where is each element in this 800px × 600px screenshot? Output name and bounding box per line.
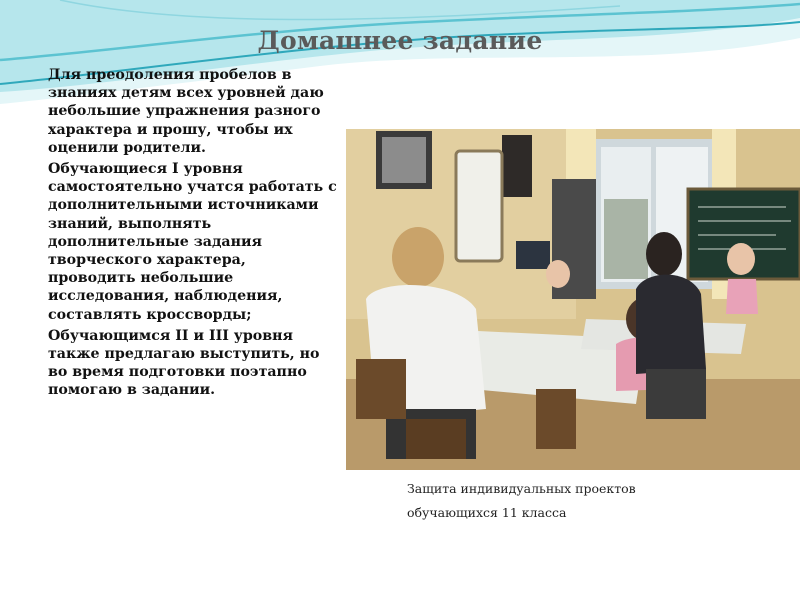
caption-line-2: обучающихся 11 класса [407, 505, 567, 520]
classroom-photo [346, 129, 800, 470]
paragraph-1: Для преодоления пробелов в знаниях детям всех уровней даю небольшие упражнения разного характера и прошу, чтобы их оценили родители. [48, 67, 324, 156]
paragraph-2: Обучающиеся I уровня самостоятельно учатся работать с дополнительными источниками знаний, выполнять дополнительные задания творческого характера, проводить небольшие исследования, наблюдения, составлять кроссворды; [48, 161, 337, 323]
caption-line-1: Защита индивидуальных проектов [407, 481, 636, 496]
body-text [48, 66, 338, 403]
photo-caption [407, 477, 767, 525]
slide-title: Домашнее задание [257, 26, 543, 55]
paragraph-3: Обучающимся II и III уровня также предлагаю выступить, но во время подготовки поэтапно помогаю в задании. [48, 327, 320, 399]
